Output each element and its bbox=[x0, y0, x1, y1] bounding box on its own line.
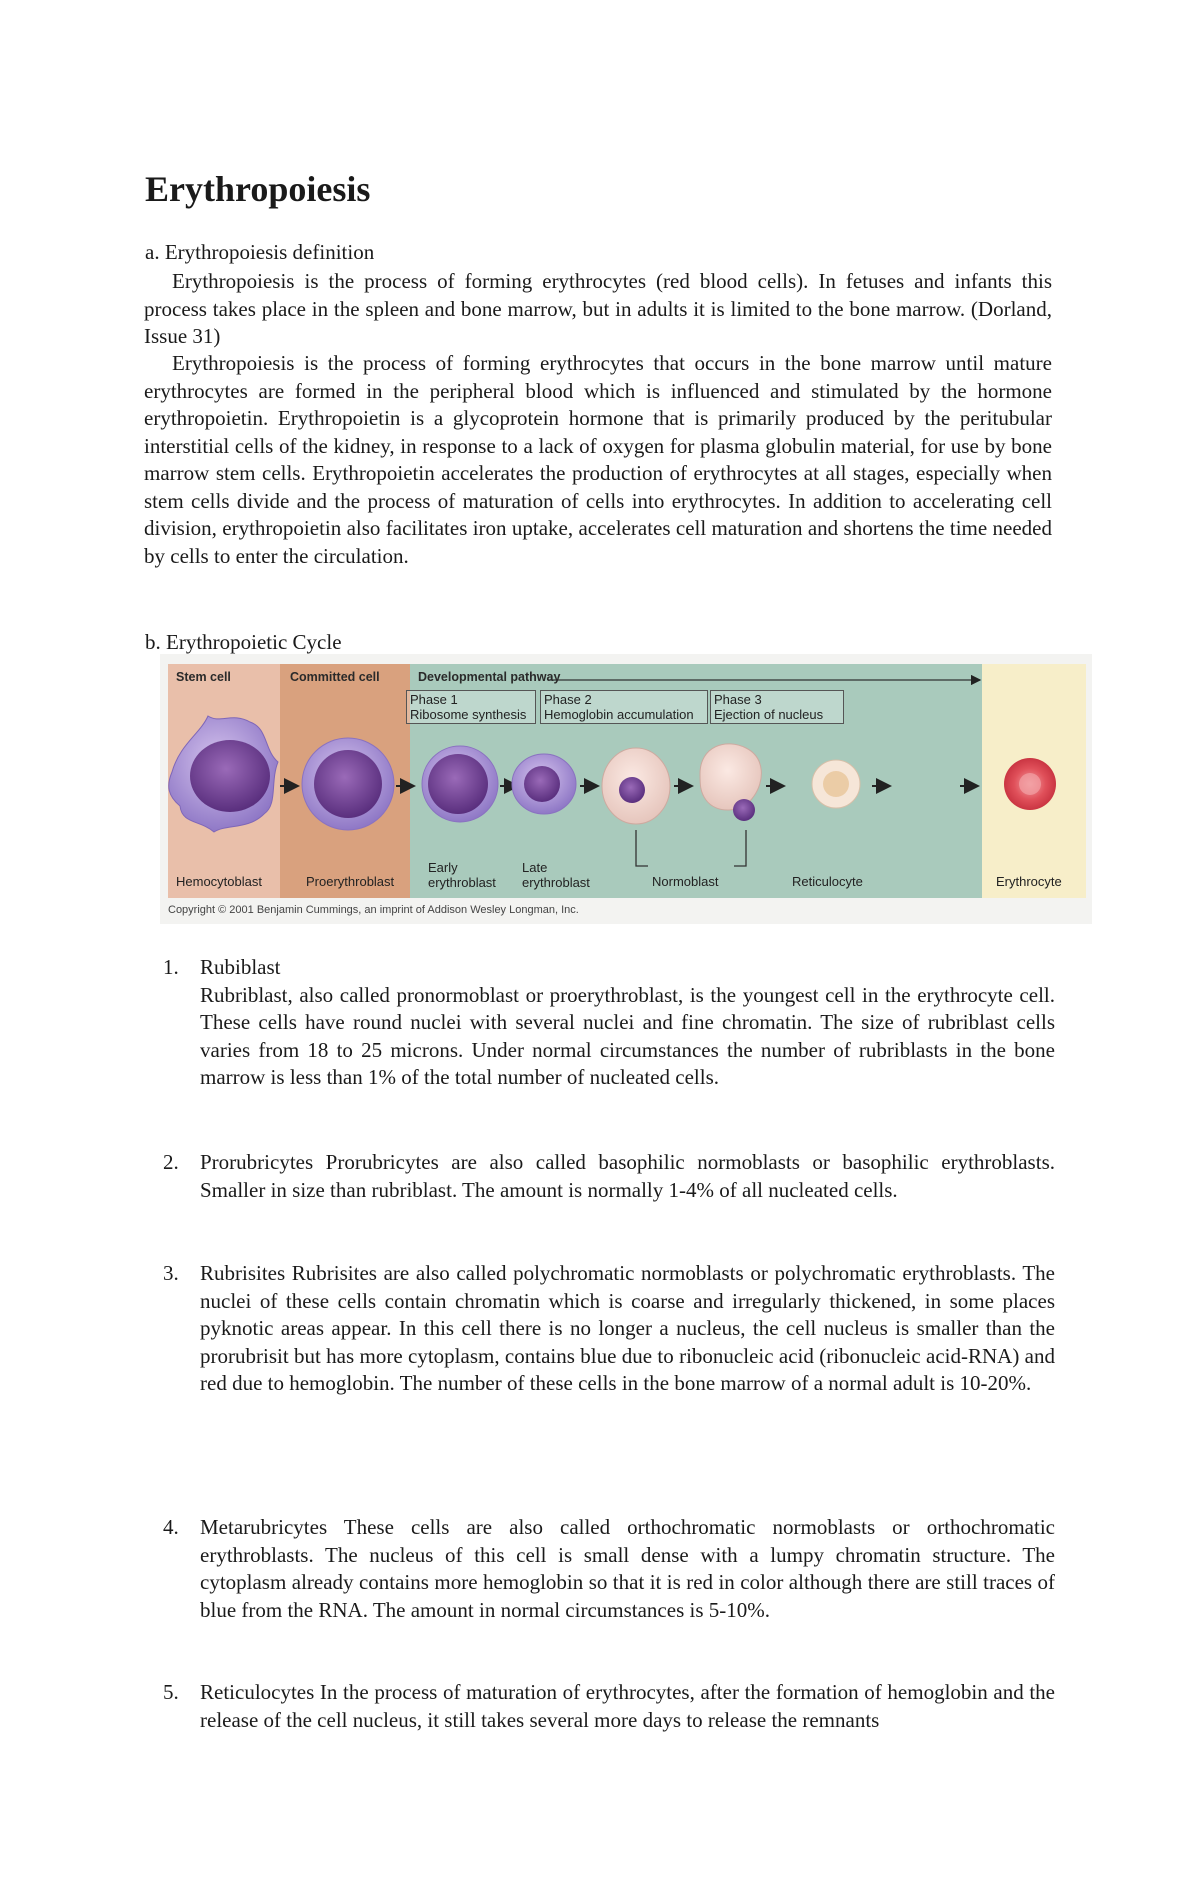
pathway-column-label: Developmental pathway bbox=[418, 670, 561, 684]
list-item-text: Metarubricytes These cells are also called orthochromatic normoblasts or orthochromatic erythroblasts. The nucleus of this cell is small dense with a lumpy chromatin structure. The cytoplasm already contains more hemoglobin so that it is red in color although there are still traces of blue from the RNA. The amount in normal circumstances is 5-10%. bbox=[200, 1515, 1055, 1622]
phase-1-box bbox=[406, 690, 536, 724]
late-label-line-1: Late bbox=[522, 860, 548, 875]
normoblast-label: Normoblast bbox=[652, 874, 719, 889]
phase-2-title: Phase 2 bbox=[544, 692, 592, 707]
normoblast-nucleus bbox=[619, 777, 645, 803]
late-erythroblast-label bbox=[522, 860, 590, 890]
figure-copyright: Copyright © 2001 Benjamin Cummings, an imprint of Addison Wesley Longman, Inc. bbox=[168, 904, 579, 916]
late-erythroblast-nucleus bbox=[524, 766, 560, 802]
section-a-heading: a. Erythropoiesis definition bbox=[145, 240, 375, 264]
erythropoiesis-figure bbox=[160, 654, 1092, 924]
phase-3-desc: Ejection of nucleus bbox=[714, 707, 824, 722]
proerythroblast-label: Proerythroblast bbox=[306, 874, 395, 889]
definition-paragraph-2: Erythropoiesis is the process of forming erythrocytes that occurs in the bone marrow until mature erythrocytes are formed in the peripheral blood which is influenced and stimulated by the hormone erythropoietin. Erythropoietin is a glycoprotein hormone that is primarily produced by the peritubular interstitial cells of the kidney, in response to a lack of oxygen for plasma globulin material, for use by bone marrow stem cells. Erythropoietin accelerates the production of erythrocytes at all stages, especially when stem cells divide and the process of maturation of cells into erythrocytes. In addition to accelerating cell division, erythropoietin also facilitates iron uptake, accelerates cell maturation and shortens the time needed by cells to enter the circulation. bbox=[144, 351, 1052, 568]
section-b-heading: b. Erythropoietic Cycle bbox=[145, 630, 342, 654]
phase-1-desc: Ribosome synthesis bbox=[410, 707, 527, 722]
list-item-4 bbox=[163, 1514, 1055, 1624]
proerythroblast-nucleus bbox=[314, 750, 382, 818]
hemocytoblast-nucleus bbox=[190, 740, 270, 812]
list-item-number: 4. bbox=[163, 1515, 179, 1539]
ejected-nucleus bbox=[733, 799, 755, 821]
hemocytoblast-label: Hemocytoblast bbox=[176, 874, 262, 889]
stem-cell-column-label: Stem cell bbox=[176, 670, 231, 684]
list-item-2 bbox=[163, 1149, 1055, 1204]
reticulocyte-label: Reticulocyte bbox=[792, 874, 863, 889]
list-item-5 bbox=[163, 1679, 1055, 1734]
early-erythroblast-label bbox=[428, 860, 496, 890]
list-item-text: Rubriblast, also called pronormoblast or proerythroblast, is the youngest cell in the erythrocyte cell. These cells have round nuclei with several nuclei and fine chromatin. The size of rubriblast cells varies from 18 to 25 microns. Under normal circumstances the number of rubriblasts in the bone marrow is less than 1% of the total number of nucleated cells. bbox=[200, 982, 1055, 1089]
phase-2-box bbox=[540, 690, 708, 724]
early-erythroblast-nucleus bbox=[428, 754, 488, 814]
list-item-text: Prorubricytes Prorubricytes are also called basophilic normoblasts or basophilic erythroblasts. Smaller in size than rubriblast. The amount is normally 1-4% of all nucleated cells. bbox=[200, 1150, 1055, 1202]
list-item-number: 1. bbox=[163, 955, 179, 979]
list-item-number: 3. bbox=[163, 1261, 179, 1285]
list-item-text: Rubrisites Rubrisites are also called polychromatic normoblasts or polychromatic erythroblasts. The nuclei of these cells contain chromatin which is coarse and irregularly thickened, in some places pyknotic areas appear. In this cell there is no longer a nucleus, the cell nucleus is smaller than the prorubrisit but has more cytoplasm, contains blue due to ribonucleic acid (ribonucleic acid-RNA) and red due to hemoglobin. The number of these cells in the bone marrow of a normal adult is 10-20%. bbox=[200, 1261, 1055, 1395]
phase-2-desc: Hemoglobin accumulation bbox=[544, 707, 694, 722]
erythrocyte-label: Erythrocyte bbox=[996, 874, 1062, 889]
list-item-title: Rubiblast bbox=[200, 955, 281, 979]
page-title: Erythropoiesis bbox=[145, 169, 371, 209]
list-item-number: 5. bbox=[163, 1680, 179, 1704]
list-item-3 bbox=[163, 1260, 1055, 1398]
committed-cell-column-label: Committed cell bbox=[290, 670, 380, 684]
early-label-line-1: Early bbox=[428, 860, 458, 875]
late-label-line-2: erythroblast bbox=[522, 875, 590, 890]
list-item-text: Reticulocytes In the process of maturation of erythrocytes, after the formation of hemoglobin and the release of the cell nucleus, it still takes several more days to release the remnants bbox=[200, 1680, 1055, 1732]
phase-3-title: Phase 3 bbox=[714, 692, 762, 707]
early-label-line-2: erythroblast bbox=[428, 875, 496, 890]
list-item-number: 2. bbox=[163, 1150, 179, 1174]
list-item-1 bbox=[163, 954, 1055, 1092]
phase-1-title: Phase 1 bbox=[410, 692, 458, 707]
phase-3-box bbox=[710, 690, 844, 724]
definition-paragraph-1: Erythropoiesis is the process of forming erythrocytes (red blood cells). In fetuses and infants this process takes place in the spleen and bone marrow, but in adults it is limited to the bone marrow. (Dorland, Issue 31) bbox=[144, 269, 1052, 348]
